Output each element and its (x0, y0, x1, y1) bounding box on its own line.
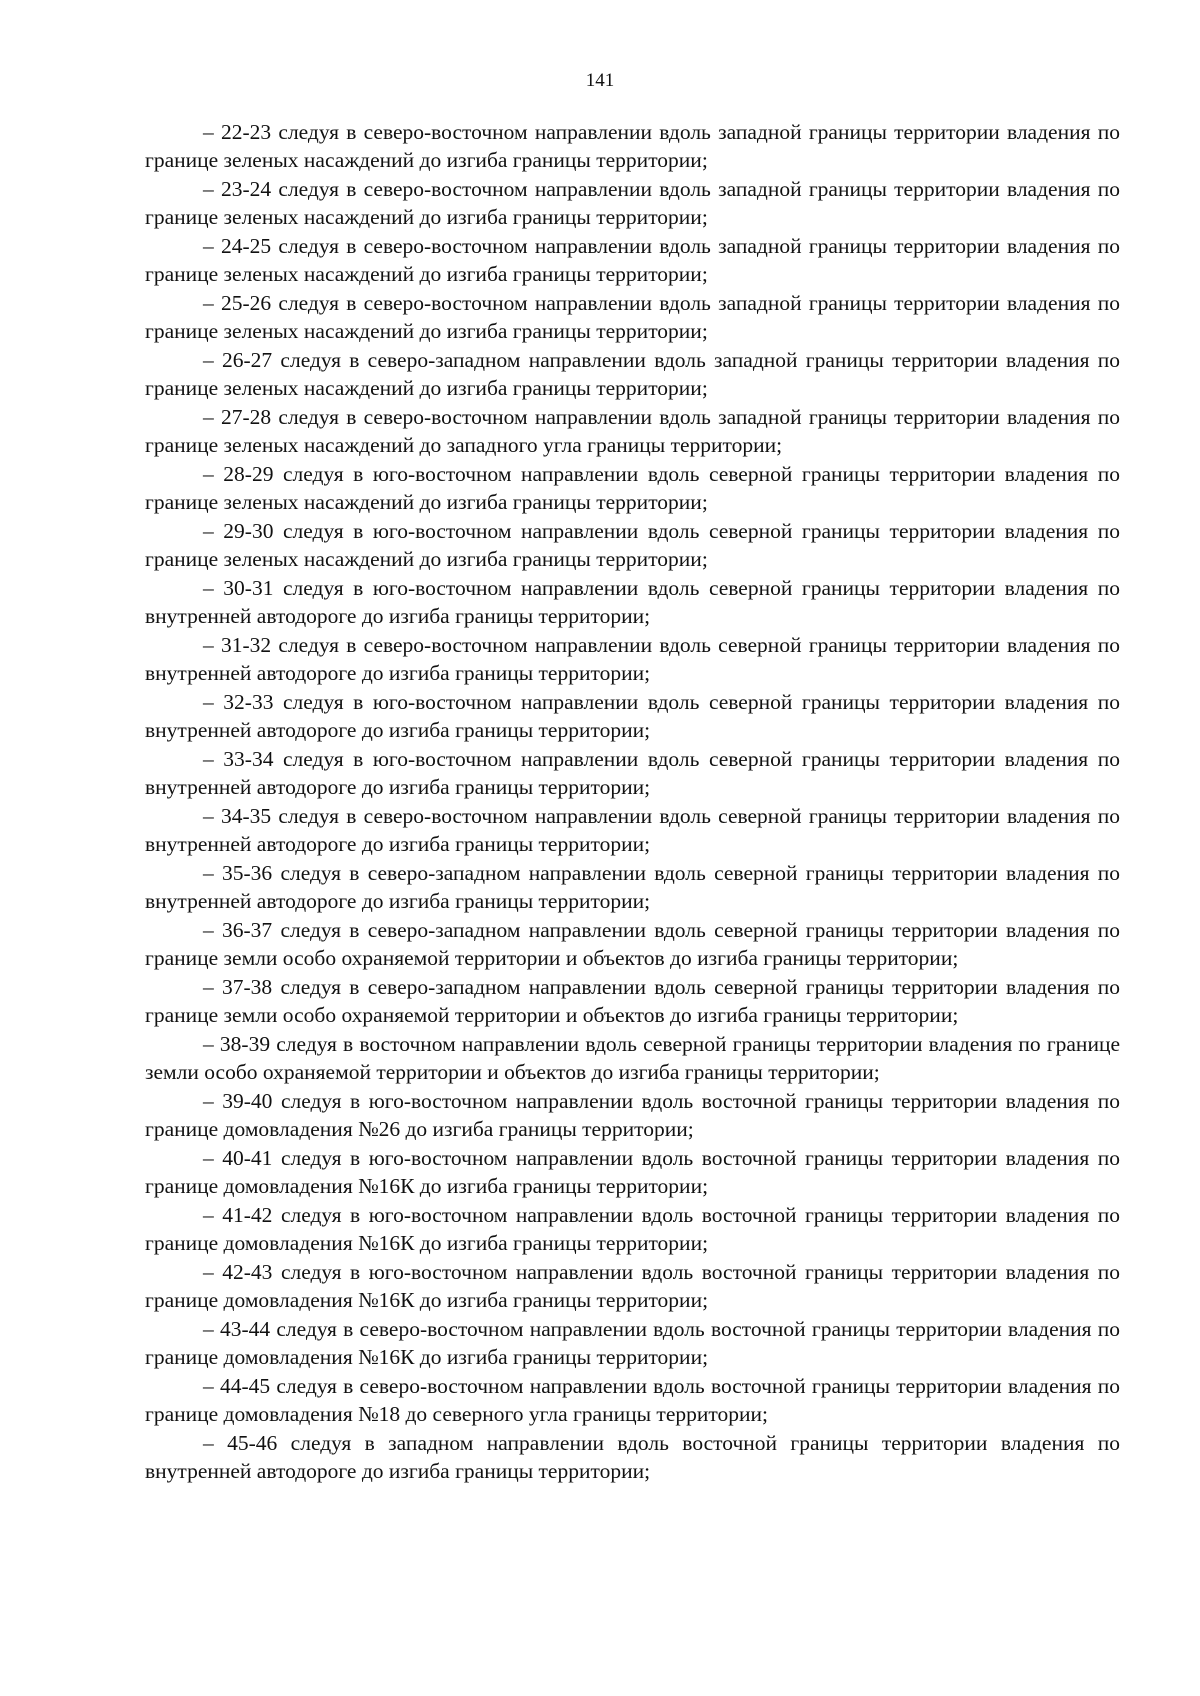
boundary-segment-23-24: – 23-24 следуя в северо-восточном направлении вдоль западной границы территории владения по границе зеленых насаждений до изгиба границы территории; (145, 177, 1120, 229)
boundary-segment-24-25: – 24-25 следуя в северо-восточном направлении вдоль западной границы территории владения по границе зеленых насаждений до изгиба границы территории; (145, 234, 1120, 286)
boundary-segment-30-31: – 30-31 следуя в юго-восточном направлении вдоль северной границы территории владения по внутренней автодороге до изгиба границы территории; (145, 576, 1120, 628)
boundary-segment-33-34: – 33-34 следуя в юго-восточном направлении вдоль северной границы территории владения по внутренней автодороге до изгиба границы территории; (145, 747, 1120, 799)
boundary-segment-42-43: – 42-43 следуя в юго-восточном направлении вдоль восточной границы территории владения по границе домовладения №16К до изгиба границы территории; (145, 1260, 1120, 1312)
boundary-segment-40-41: – 40-41 следуя в юго-восточном направлении вдоль восточной границы территории владения по границе домовладения №16К до изгиба границы территории; (145, 1146, 1120, 1198)
boundary-segment-32-33: – 32-33 следуя в юго-восточном направлении вдоль северной границы территории владения по внутренней автодороге до изгиба границы территории; (145, 690, 1120, 742)
boundary-segment-22-23: – 22-23 следуя в северо-восточном направлении вдоль западной границы территории владения по границе зеленых насаждений до изгиба границы территории; (145, 120, 1120, 172)
boundary-segment-27-28: – 27-28 следуя в северо-восточном направлении вдоль западной границы территории владения по границе зеленых насаждений до западного угла границы территории; (145, 405, 1120, 457)
boundary-segment-39-40: – 39-40 следуя в юго-восточном направлении вдоль восточной границы территории владения по границе домовладения №26 до изгиба границы территории; (145, 1089, 1120, 1141)
boundary-segment-35-36: – 35-36 следуя в северо-западном направлении вдоль северной границы территории владения по внутренней автодороге до изгиба границы территории; (145, 861, 1120, 913)
boundary-segment-38-39: – 38-39 следуя в восточном направлении вдоль северной границы территории владения по границе земли особо охраняемой территории и объектов до изгиба границы территории; (145, 1032, 1120, 1084)
boundary-segment-31-32: – 31-32 следуя в северо-восточном направлении вдоль северной границы территории владения по внутренней автодороге до изгиба границы территории; (145, 633, 1120, 685)
boundary-segment-29-30: – 29-30 следуя в юго-восточном направлении вдоль северной границы территории владения по границе зеленых насаждений до изгиба границы территории; (145, 519, 1120, 571)
boundary-segment-26-27: – 26-27 следуя в северо-западном направлении вдоль западной границы территории владения по границе зеленых насаждений до изгиба границы территории; (145, 348, 1120, 400)
boundary-segment-43-44: – 43-44 следуя в северо-восточном направлении вдоль восточной границы территории владения по границе домовладения №16К до изгиба границы территории; (145, 1317, 1120, 1369)
boundary-segment-37-38: – 37-38 следуя в северо-западном направлении вдоль северной границы территории владения по границе земли особо охраняемой территории и объектов до изгиба границы территории; (145, 975, 1120, 1027)
page-number: 141 (585, 70, 615, 91)
boundary-segment-34-35: – 34-35 следуя в северо-восточном направлении вдоль северной границы территории владения по внутренней автодороге до изгиба границы территории; (145, 804, 1120, 856)
boundary-segment-45-46: – 45-46 следуя в западном направлении вдоль восточной границы территории владения по внутренней автодороге до изгиба границы территории; (145, 1431, 1120, 1483)
boundary-segment-44-45: – 44-45 следуя в северо-восточном направлении вдоль восточной границы территории владения по границе домовладения №18 до северного угла границы территории; (145, 1374, 1120, 1426)
boundary-segment-25-26: – 25-26 следуя в северо-восточном направлении вдоль западной границы территории владения по границе зеленых насаждений до изгиба границы территории; (145, 291, 1120, 343)
boundary-segment-28-29: – 28-29 следуя в юго-восточном направлении вдоль северной границы территории владения по границе зеленых насаждений до изгиба границы территории; (145, 462, 1120, 514)
document-body (145, 118, 1120, 1486)
boundary-segment-41-42: – 41-42 следуя в юго-восточном направлении вдоль восточной границы территории владения по границе домовладения №16К до изгиба границы территории; (145, 1203, 1120, 1255)
boundary-segment-36-37: – 36-37 следуя в северо-западном направлении вдоль северной границы территории владения по границе земли особо охраняемой территории и объектов до изгиба границы территории; (145, 918, 1120, 970)
